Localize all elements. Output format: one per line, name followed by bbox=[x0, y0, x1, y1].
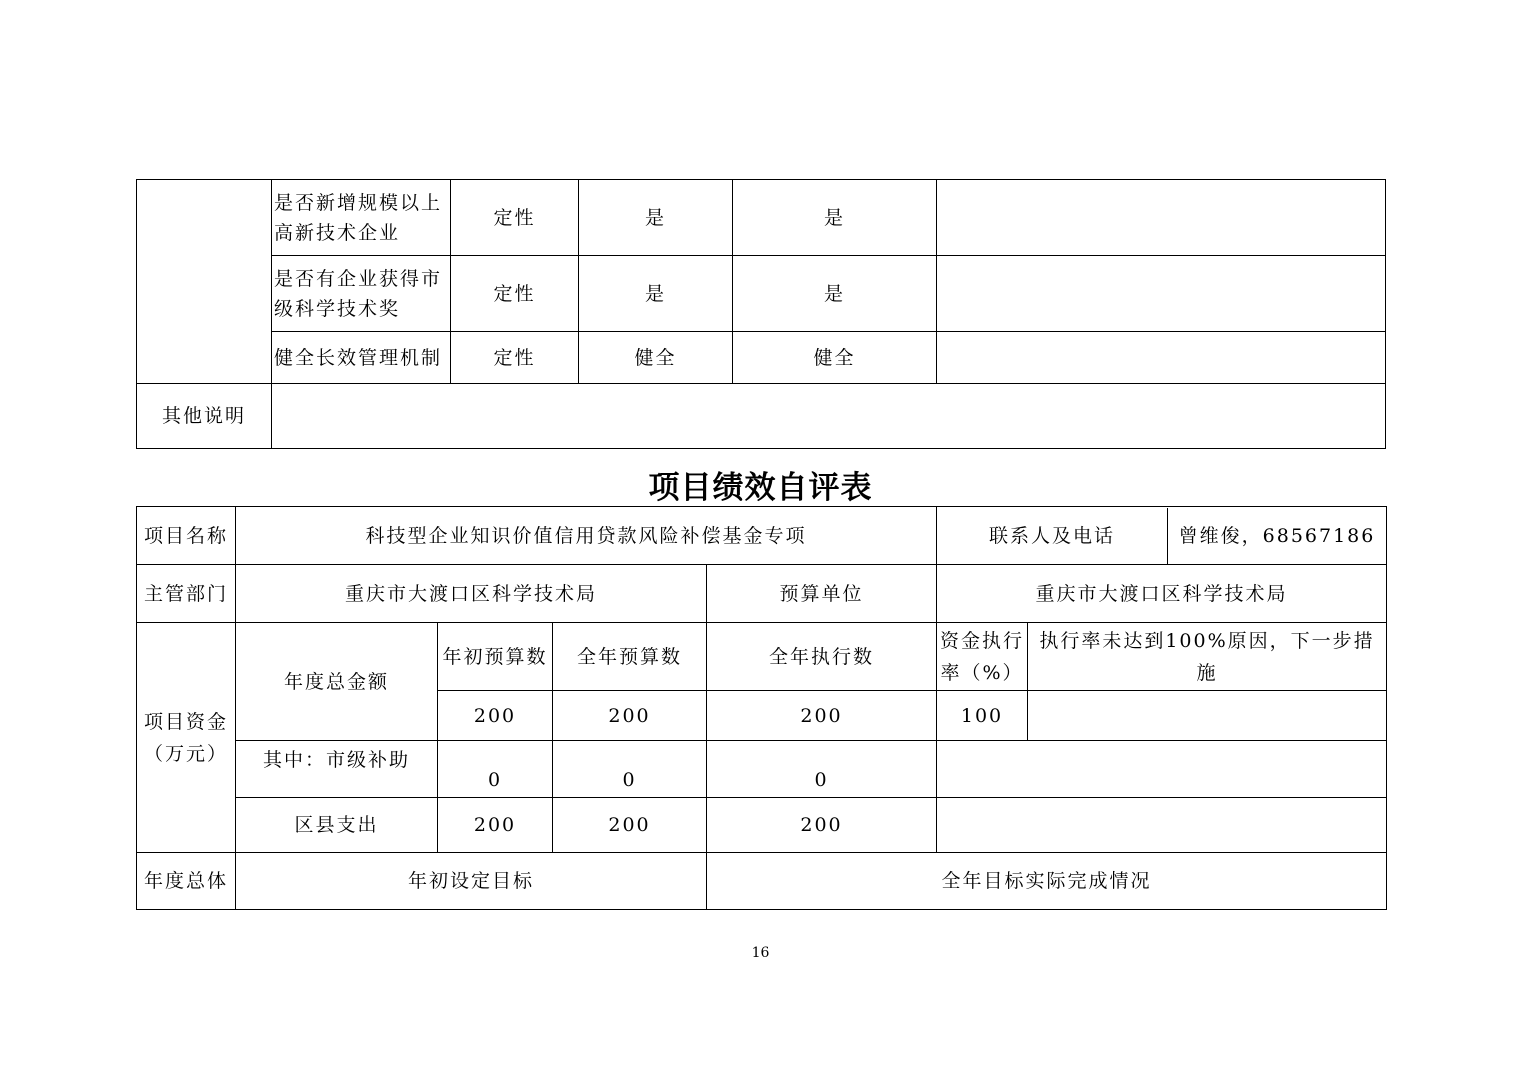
total-initial: 200 bbox=[438, 691, 553, 741]
initial-goal-label: 年初设定目标 bbox=[236, 853, 707, 910]
dept-value: 重庆市大渡口区科学技术局 bbox=[236, 565, 707, 623]
indicator-actual: 健全 bbox=[733, 332, 937, 384]
indicator-note bbox=[937, 180, 1386, 256]
indicator-type: 定性 bbox=[451, 180, 579, 256]
county-expense-label: 区县支出 bbox=[236, 798, 438, 853]
city-exec: 0 bbox=[707, 741, 937, 798]
col-exec-rate: 资金执行率（%） bbox=[937, 623, 1028, 691]
total-reason bbox=[1028, 691, 1387, 741]
total-rate: 100 bbox=[937, 691, 1028, 741]
contact-cell: 曾维俊，68567186 bbox=[1178, 524, 1376, 547]
indicator-name: 是否有企业获得市级科学技术奖 bbox=[272, 256, 451, 332]
project-name: 科技型企业知识价值信用贷款风险补偿基金专项 bbox=[236, 507, 937, 565]
county-initial: 200 bbox=[438, 798, 553, 853]
total-exec: 200 bbox=[707, 691, 937, 741]
contact-label-cell: 联系人及电话 bbox=[937, 508, 1168, 564]
city-subsidy-label: 其中：市级补助 bbox=[236, 741, 438, 798]
project-name-label: 项目名称 bbox=[137, 507, 236, 565]
indicator-actual: 是 bbox=[733, 180, 937, 256]
indicator-actual: 是 bbox=[733, 256, 937, 332]
county-full: 200 bbox=[553, 798, 707, 853]
col-reason: 执行率未达到100%原因，下一步措施 bbox=[1028, 623, 1387, 691]
city-initial: 0 bbox=[438, 741, 553, 798]
dept-label: 主管部门 bbox=[137, 565, 236, 623]
indicator-category-cell bbox=[137, 180, 272, 384]
indicator-name: 是否新增规模以上高新技术企业 bbox=[272, 180, 451, 256]
county-empty bbox=[937, 798, 1387, 853]
col-initial-budget: 年初预算数 bbox=[438, 623, 553, 691]
page-title: 项目绩效自评表 bbox=[648, 470, 873, 506]
indicator-target: 是 bbox=[579, 180, 733, 256]
col-full-exec: 全年执行数 bbox=[707, 623, 937, 691]
total-full: 200 bbox=[553, 691, 707, 741]
indicator-table bbox=[136, 179, 1386, 449]
city-full: 0 bbox=[553, 741, 707, 798]
indicator-note bbox=[937, 256, 1386, 332]
other-notes-value bbox=[272, 384, 1386, 449]
city-empty bbox=[937, 741, 1387, 798]
contact-value bbox=[937, 507, 1387, 565]
funds-label: 项目资金（万元） bbox=[137, 623, 236, 853]
overall-label: 年度总体 bbox=[137, 853, 236, 910]
budget-unit-value: 重庆市大渡口区科学技术局 bbox=[937, 565, 1387, 623]
budget-unit-label: 预算单位 bbox=[707, 565, 937, 623]
indicator-note bbox=[937, 332, 1386, 384]
indicator-target: 是 bbox=[579, 256, 733, 332]
other-notes-label: 其他说明 bbox=[137, 384, 272, 449]
county-exec: 200 bbox=[707, 798, 937, 853]
annual-total-label: 年度总金额 bbox=[236, 623, 438, 741]
indicator-name: 健全长效管理机制 bbox=[272, 332, 451, 384]
self-evaluation-table bbox=[136, 506, 1387, 910]
page-number: 16 bbox=[751, 945, 770, 961]
indicator-type: 定性 bbox=[451, 332, 579, 384]
indicator-target: 健全 bbox=[579, 332, 733, 384]
actual-goal-label: 全年目标实际完成情况 bbox=[707, 853, 1387, 910]
indicator-type: 定性 bbox=[451, 256, 579, 332]
col-full-budget: 全年预算数 bbox=[553, 623, 707, 691]
